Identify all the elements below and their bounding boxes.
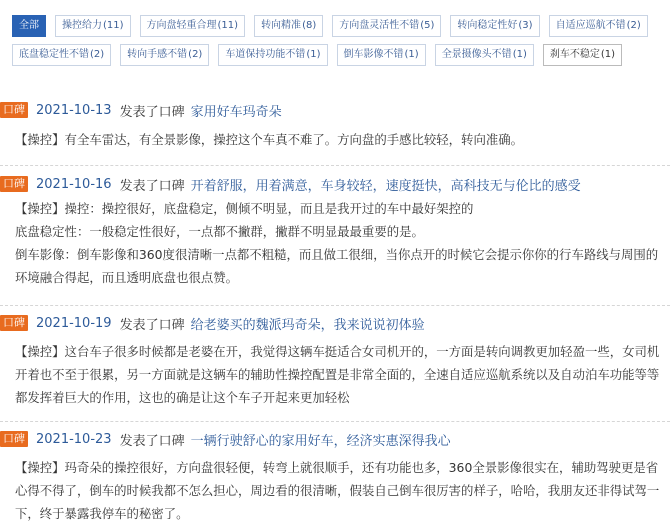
tag-label: 刹车不稳定 [549, 49, 600, 60]
review-action: 发表了口碑 [119, 104, 185, 120]
tag-label: 转向手感不错 [127, 49, 188, 60]
tag-count: (3) [518, 20, 533, 31]
tag-count: (1) [404, 49, 419, 60]
review-badge: 口碑 [0, 431, 28, 447]
tag-label: 方向盘灵活性不错 [339, 20, 420, 31]
review-title-link[interactable]: 家用好车玛奇朵 [190, 104, 282, 120]
review-item [0, 430, 670, 525]
review-paragraph: 底盘稳定性：一般稳定性很好，一点都不撇群，撇群不明显最最重要的是。 [15, 224, 424, 239]
tag-row-2 [12, 44, 664, 66]
tag-all[interactable] [12, 15, 46, 37]
review-paragraph: 【操控】玛奇朵的操控很好，方向盘很轻便，转弯上就很顺手，还有功能也多，360全景影像很实在，辅助驾驶更是省心得不得了，倒车的时候我都不怎么担心，周边看的很清晰，假装自己倒车很厉害的样子，哈哈，我朋友还非得试驾一下，终于暴露我停车的秘密了。 [15, 460, 660, 521]
review-body [0, 128, 670, 151]
tag-chassis-stability[interactable] [12, 44, 111, 66]
tag-row-1 [12, 15, 664, 37]
review-paragraph: 【操控】有全车雷达，有全景影像，操控这个车真不难了。方向盘的手感比较轻，转向准确。 [15, 132, 524, 147]
tag-adaptive-cruise[interactable] [549, 15, 648, 37]
review-badge: 口碑 [0, 176, 28, 192]
tag-label: 车道保持功能不错 [225, 49, 306, 60]
review-badge: 口碑 [0, 315, 28, 331]
review-paragraph: 【操控】这台车子很多时候都是老婆在开，我觉得这辆车挺适合女司机开的，一方面是转向调教更加轻盈一些，女司机开着也不至于很累，另一方面就是这辆车的辅助性操控配置是非常全面的，全速自适应巡航系统以及自动泊车功能等等都发挥着巨大的作用，这也的确是让这个车子开起来更加轻松 [15, 344, 660, 405]
review-header [0, 430, 670, 448]
tag-label: 倒车影像不错 [343, 49, 404, 60]
tag-count: (5) [420, 20, 435, 31]
tag-unstable-brakes[interactable] [543, 44, 622, 66]
tag-count: (1) [306, 49, 321, 60]
tag-handling[interactable] [55, 15, 131, 37]
tag-count: (2) [626, 20, 641, 31]
review-title-link[interactable]: 给老婆买的魏派玛奇朵，我来说说初体验 [190, 317, 425, 333]
tag-steering-agility[interactable] [332, 15, 441, 37]
tag-count: (1) [512, 49, 527, 60]
tag-label: 方向盘轻重合理 [146, 20, 217, 31]
review-header [0, 314, 670, 332]
review-body [0, 456, 670, 525]
tag-count: (2) [90, 49, 105, 60]
tag-label: 全景摄像头不错 [441, 49, 512, 60]
review-body [0, 340, 670, 409]
tag-lane-keeping[interactable] [218, 44, 327, 66]
tag-count: (2) [188, 49, 203, 60]
review-item [0, 101, 670, 151]
review-action: 发表了口碑 [119, 317, 185, 333]
tag-label: 自适应巡航不错 [555, 20, 626, 31]
tag-label: 操控给力 [62, 20, 102, 31]
tag-label: 底盘稳定性不错 [19, 49, 89, 60]
review-action: 发表了口碑 [119, 433, 185, 449]
tag-steering-precision[interactable] [254, 15, 323, 37]
tag-panoramic-camera[interactable] [435, 44, 534, 66]
divider [0, 305, 670, 306]
tag-steering-stability[interactable] [450, 15, 539, 37]
tag-label: 全部 [19, 20, 39, 31]
review-item [0, 314, 670, 409]
review-body [0, 197, 670, 289]
tag-count: (8) [302, 20, 317, 31]
review-date: 2021-10-16 [36, 176, 112, 192]
tag-count: (1) [600, 49, 616, 60]
review-paragraph: 【操控】操控：操控很好，底盘稳定，侧倾不明显，而且是我开过的车中最好架控的 [15, 201, 474, 216]
review-date: 2021-10-23 [36, 431, 112, 447]
review-title-link[interactable]: 开着舒服，用着满意，车身较轻，速度挺快，高科技无与伦比的感受 [190, 178, 581, 194]
tag-steering-feel[interactable] [120, 44, 209, 66]
tag-count: (11) [103, 20, 124, 31]
divider [0, 421, 670, 422]
review-header [0, 175, 670, 193]
review-header [0, 101, 670, 119]
review-item [0, 175, 670, 289]
review-date: 2021-10-19 [36, 315, 112, 331]
tag-count: (11) [217, 20, 239, 31]
tag-filter-bar [12, 15, 664, 73]
review-title-link[interactable]: 一辆行驶舒心的家用好车，经济实惠深得我心 [190, 433, 451, 449]
tag-label: 转向精准 [261, 20, 302, 31]
review-action: 发表了口碑 [119, 178, 185, 194]
tag-label: 转向稳定性好 [457, 20, 518, 31]
divider [0, 165, 670, 166]
review-date: 2021-10-13 [36, 102, 112, 118]
review-paragraph: 倒车影像：倒车影像和360度很清晰一点都不粗糙，而且做工很细，当你点开的时候它会提示你你的行车路线与周围的环境融合得起，而且透明底盘也很点赞。 [15, 247, 659, 285]
tag-reverse-camera[interactable] [337, 44, 426, 66]
tag-steering-weight[interactable] [140, 15, 246, 37]
review-badge: 口碑 [0, 102, 28, 118]
